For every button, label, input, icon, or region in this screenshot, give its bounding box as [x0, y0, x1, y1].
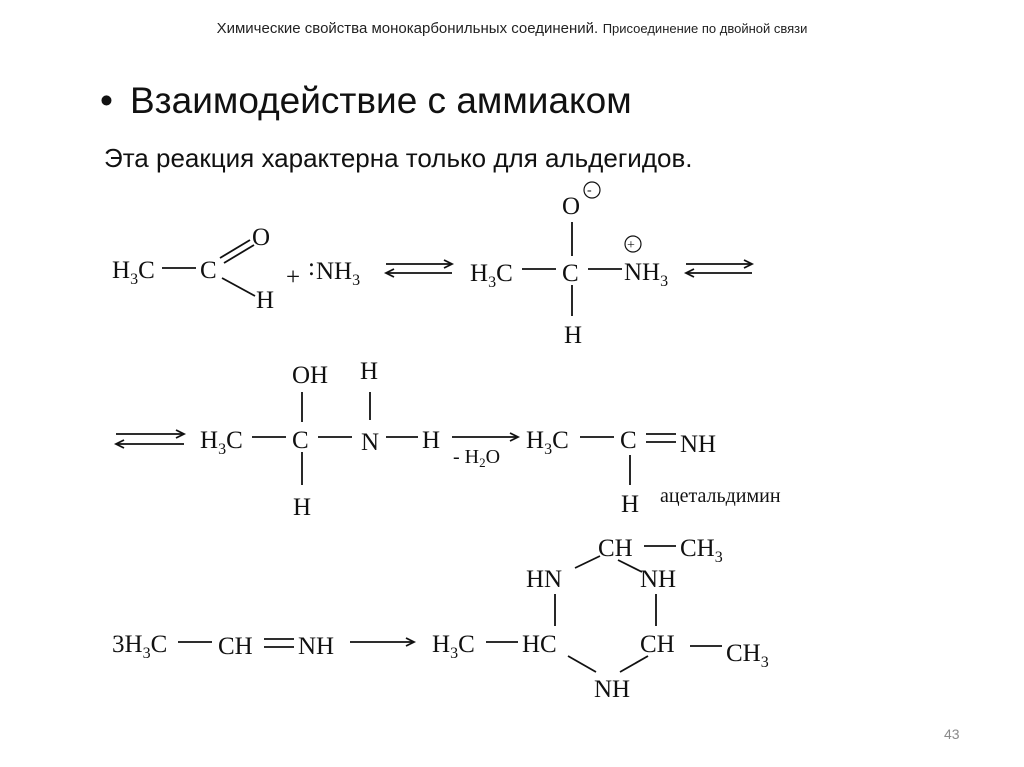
- oxygen-atom: O: [562, 193, 581, 220]
- nh-group: NH: [298, 633, 335, 660]
- hydrogen-atom: H: [621, 491, 640, 518]
- carbon-atom: C: [292, 427, 309, 454]
- lone-pair: :: [308, 254, 315, 281]
- row2-carbinolamine: [200, 358, 440, 521]
- nh-ring-nitrogen-bottom: NH: [594, 676, 631, 703]
- ring-bond-line: [620, 656, 648, 672]
- bullet-title: Взаимодействие с аммиаком: [130, 80, 632, 121]
- ring-bond-line: [575, 556, 600, 568]
- product-name: ацетальдимин: [660, 485, 781, 507]
- hydrogen-atom: H: [256, 287, 275, 314]
- oxygen-atom: O: [252, 224, 271, 251]
- page-number: 43: [944, 726, 960, 742]
- row1-intermediate: [470, 182, 668, 349]
- carbon-atom: C: [562, 260, 579, 287]
- ring-bond-line: [568, 656, 596, 672]
- carbon-atom: C: [620, 427, 637, 454]
- plus-sign: +: [286, 264, 301, 291]
- plus-charge: +: [627, 238, 635, 253]
- bond-line: [222, 278, 255, 296]
- ch3-top: $CH_3$: [680, 535, 723, 566]
- water-loss-label: - $H_2O$: [453, 446, 501, 470]
- ch-ring-carbon-top: CH: [598, 535, 633, 562]
- h3c-group: $H_3C$: [526, 427, 569, 458]
- hydrogen-atom: H: [293, 494, 312, 521]
- minus-sign: -: [587, 183, 592, 198]
- bullet-marker: •: [100, 80, 113, 121]
- carbon-atom: C: [200, 257, 217, 284]
- double-bond-line: [220, 240, 250, 258]
- ch-group: CH: [218, 633, 253, 660]
- dehydration-arrow: [452, 433, 518, 470]
- ammonia: $NH_3$: [316, 258, 361, 289]
- row3-triazinane: [432, 535, 769, 703]
- equilibrium-arrow-2: [686, 260, 752, 277]
- h3c-group: $H_3C$: [432, 631, 475, 662]
- h3c-group: $H_3C$: [470, 260, 513, 291]
- double-bond-line: [224, 245, 254, 263]
- header-title: Химические свойства монокарбонильных соединений.: [216, 20, 599, 37]
- equilibrium-arrow-3: [116, 430, 184, 448]
- nh-ring-nitrogen-right: NH: [640, 566, 677, 593]
- ch3-right: $CH_3$: [726, 640, 769, 671]
- row1-acetaldehyde: [112, 224, 360, 314]
- hn-ring-nitrogen: HN: [526, 566, 563, 593]
- nitrogen-atom: N: [361, 429, 380, 456]
- equilibrium-arrow-1: [386, 260, 452, 277]
- hc-ring-carbon: HC: [522, 631, 557, 658]
- row2-acetaldimine: [526, 427, 781, 518]
- header-subtitle: Присоединение по двойной связи: [602, 21, 808, 36]
- row3-reactant: [112, 631, 334, 662]
- hydrogen-atom: H: [422, 427, 441, 454]
- trimerization-arrow: [350, 638, 414, 646]
- h3c-group: $H_3C$: [200, 427, 243, 458]
- hydrogen-atom: H: [360, 358, 379, 385]
- aldimine-reactant: $3H_3C$: [112, 631, 168, 662]
- hydroxyl-group: OH: [292, 362, 329, 389]
- ammonium-group: $NH_3$: [624, 259, 669, 290]
- description-text: Эта реакция характерна только для альдегидов.: [104, 143, 693, 173]
- h3c-group: $H_3C$: [112, 257, 155, 288]
- ch-ring-carbon-right: CH: [640, 631, 675, 658]
- hydrogen-atom: H: [564, 322, 583, 349]
- imine-group: NH: [680, 431, 717, 458]
